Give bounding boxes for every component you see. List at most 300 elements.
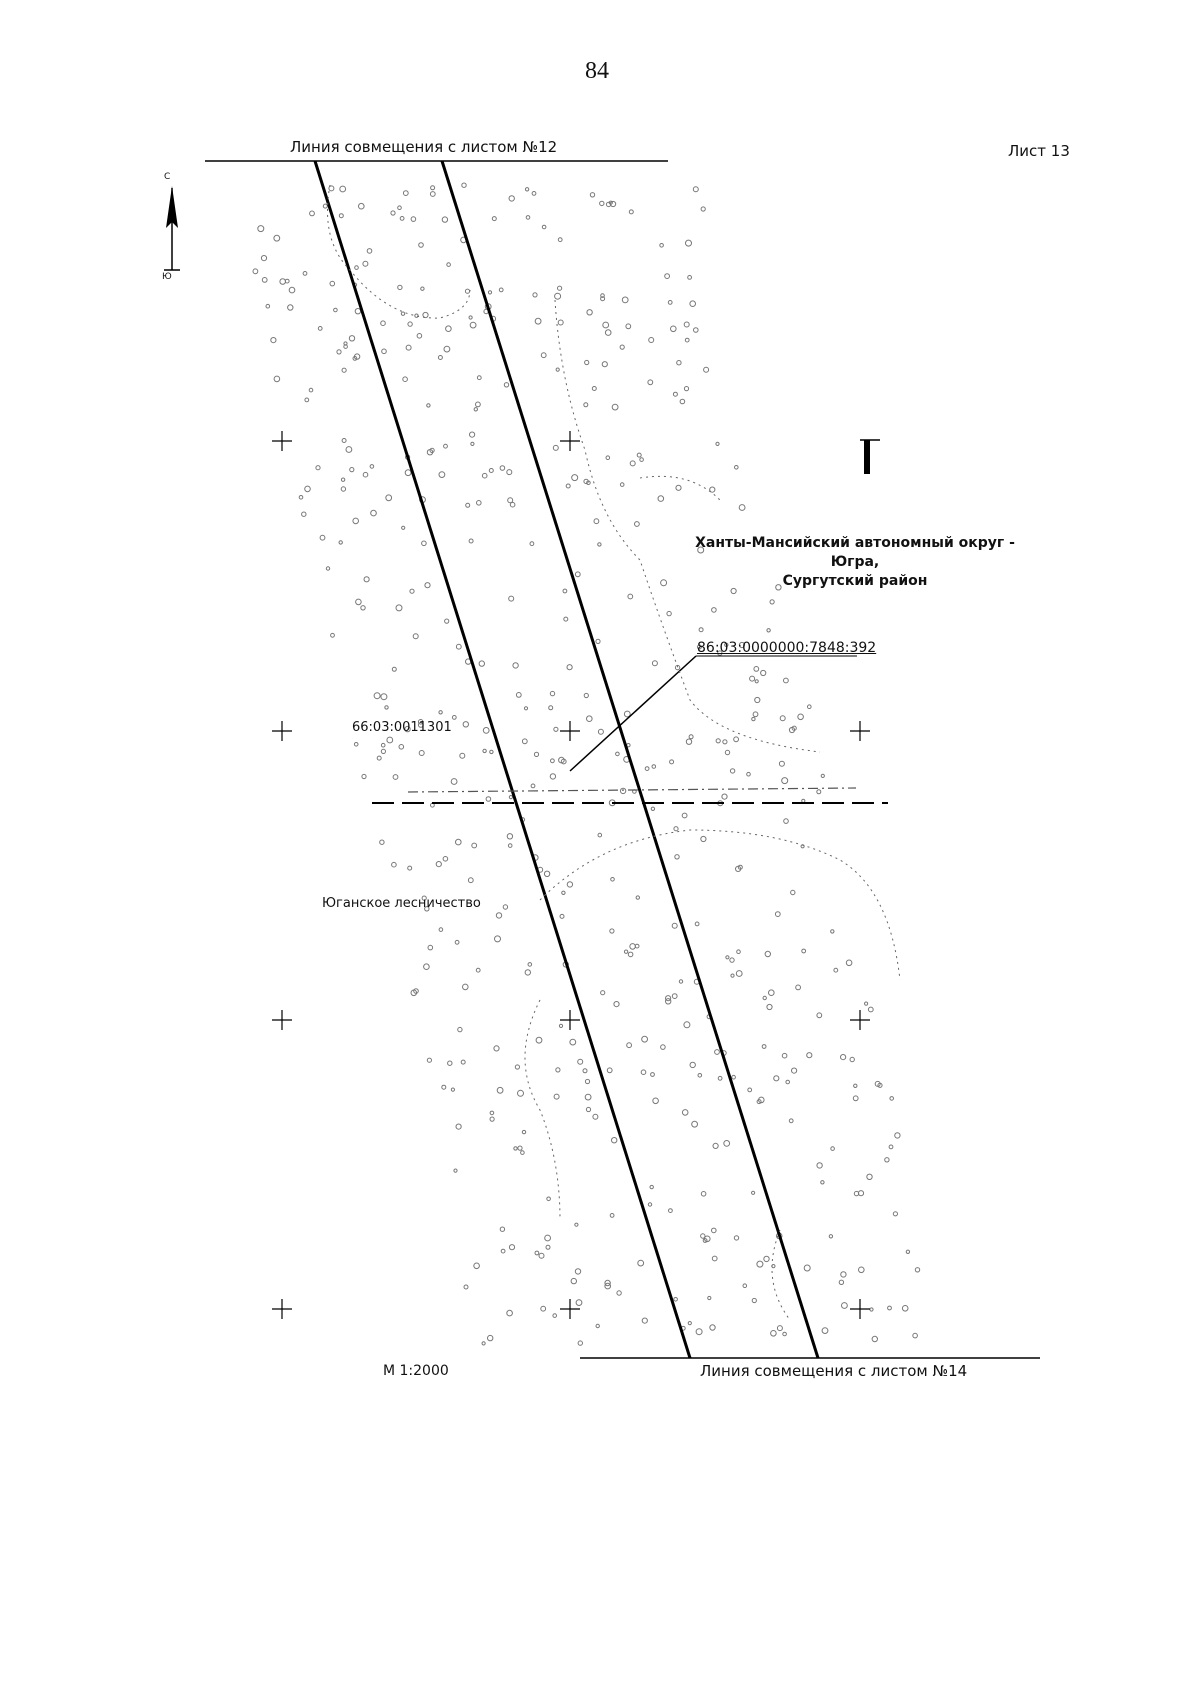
tree-symbol <box>403 191 408 196</box>
tree-symbol <box>411 217 416 222</box>
tree-symbol <box>508 844 512 848</box>
tree-symbol <box>320 535 325 540</box>
tree-symbol <box>438 356 442 360</box>
tree-symbol <box>456 644 461 649</box>
tree-symbol <box>712 1228 717 1233</box>
tree-symbol <box>699 628 703 632</box>
tree-symbol <box>353 518 359 524</box>
tree-symbol <box>628 594 633 599</box>
tree-symbol <box>822 1328 828 1334</box>
tree-symbol <box>470 432 475 437</box>
tree-symbol <box>525 188 528 191</box>
tree-symbol <box>638 1260 644 1266</box>
tree-symbol <box>318 327 322 331</box>
tree-symbol <box>723 740 727 744</box>
tree-symbol <box>545 1235 551 1241</box>
tree-symbol <box>380 840 384 844</box>
tree-symbol <box>572 475 578 481</box>
tree-symbol <box>456 1124 461 1129</box>
tree-symbol <box>642 1036 648 1042</box>
tree-symbol <box>499 288 503 292</box>
tree-symbol <box>425 583 430 588</box>
tree-symbol <box>472 843 477 848</box>
tree-symbol <box>446 326 452 332</box>
tree-symbol <box>575 1269 580 1274</box>
tree-symbol <box>541 1306 546 1311</box>
tree-symbol <box>587 310 592 315</box>
tree-symbol <box>386 495 392 501</box>
region-label <box>690 534 1020 591</box>
region-label-line1: Ханты-Мансийский автономный округ - Югра, <box>695 535 1015 570</box>
tree-symbol <box>302 512 306 516</box>
tree-symbol <box>522 739 527 744</box>
tree-symbol <box>555 293 561 299</box>
tree-symbol <box>339 541 342 544</box>
tree-symbol <box>490 750 493 753</box>
tree-symbol <box>547 1197 551 1201</box>
tree-symbol <box>392 862 397 867</box>
tree-symbol <box>507 834 512 839</box>
tree-symbol <box>549 706 553 710</box>
tree-symbol <box>672 923 677 928</box>
tree-symbol <box>636 896 639 899</box>
tree-symbol <box>584 403 588 407</box>
tree-symbol <box>305 486 311 492</box>
tree-symbol <box>553 445 558 450</box>
forestry-label: Юганское лесничество <box>322 896 481 911</box>
tree-symbol <box>477 376 481 380</box>
tree-symbol <box>442 1085 446 1089</box>
tree-symbol <box>671 326 677 332</box>
tree-symbol <box>536 1037 542 1043</box>
tree-symbol <box>796 985 801 990</box>
tree-symbol <box>736 971 742 977</box>
tree-symbol <box>626 324 631 329</box>
tree-symbol <box>684 387 688 391</box>
tree-symbol <box>689 735 693 739</box>
tree-symbol <box>821 1181 824 1184</box>
cadastral-leader-line <box>570 656 696 771</box>
tree-symbol <box>305 398 309 402</box>
tree-symbol <box>266 304 270 308</box>
tree-symbol <box>761 670 766 675</box>
tree-symbol <box>334 308 338 312</box>
tree-symbol <box>690 301 696 307</box>
tree-symbol <box>488 1335 493 1340</box>
tree-symbol <box>364 577 369 582</box>
tree-symbol <box>483 749 486 752</box>
tree-symbol <box>895 1133 900 1138</box>
tree-symbol <box>677 361 681 365</box>
tree-symbol <box>770 600 774 604</box>
tree-symbol <box>712 1256 717 1261</box>
tree-symbol <box>737 950 741 954</box>
tree-symbol <box>387 737 393 743</box>
tree-symbol <box>731 974 734 977</box>
tree-symbol <box>464 1285 468 1289</box>
tree-symbol <box>560 914 564 918</box>
tree-symbol <box>732 1075 736 1079</box>
tree-symbol <box>339 214 343 218</box>
tree-symbol <box>734 1236 738 1240</box>
tree-symbol <box>902 1306 908 1312</box>
tree-symbol <box>521 1151 525 1155</box>
tree-symbol <box>620 788 625 793</box>
tree-symbol <box>337 350 341 354</box>
tree-symbol <box>575 572 580 577</box>
tree-symbol <box>469 539 473 543</box>
tree-symbol <box>371 510 377 516</box>
tree-symbol <box>762 1045 766 1049</box>
tree-symbol <box>531 784 535 788</box>
tree-symbol <box>730 958 734 962</box>
tree-symbol <box>627 1043 632 1048</box>
tree-symbol <box>566 484 570 488</box>
tree-symbol <box>392 667 396 671</box>
tree-symbol <box>601 991 605 995</box>
tree-symbol <box>460 753 465 758</box>
tree-symbol <box>596 639 600 643</box>
tree-symbol <box>693 187 698 192</box>
tree-symbol <box>698 1074 702 1078</box>
tree-symbol <box>789 1119 793 1123</box>
tree-symbol <box>755 680 758 683</box>
tree-symbol <box>841 1055 846 1060</box>
tree-symbol <box>556 368 559 371</box>
tree-symbol <box>821 774 824 777</box>
tree-symbol <box>690 1062 695 1067</box>
tree-symbol <box>872 1336 877 1341</box>
tree-symbol <box>427 404 430 407</box>
tree-symbol <box>567 882 572 887</box>
tree-symbol <box>645 767 649 771</box>
tree-symbol <box>556 1068 560 1072</box>
tree-symbol <box>447 263 451 267</box>
tree-symbol <box>607 1068 612 1073</box>
tree-symbol <box>692 1121 698 1127</box>
tree-symbol <box>661 580 667 586</box>
tree-symbol <box>616 752 620 756</box>
tree-symbol <box>885 1158 889 1162</box>
tree-symbol <box>718 1076 722 1080</box>
tree-symbol <box>401 312 404 315</box>
tree-symbol <box>398 285 402 289</box>
tree-symbol <box>482 473 487 478</box>
tree-symbol <box>419 243 424 248</box>
tree-symbol <box>651 1073 655 1077</box>
tree-symbol <box>665 274 670 279</box>
tree-symbol <box>775 912 780 917</box>
tree-symbol <box>648 1203 651 1206</box>
tree-symbol <box>859 1267 865 1273</box>
tree-symbol <box>558 286 562 290</box>
tree-symbol <box>546 1245 550 1249</box>
cadastral-number-label: 86:03:0000000:7848:392 <box>697 640 877 656</box>
north-arrow-icon <box>164 186 180 270</box>
tree-symbol <box>571 1278 576 1283</box>
tree-symbol <box>518 1090 524 1096</box>
tree-symbol <box>629 210 633 214</box>
tree-symbol <box>603 322 609 328</box>
tree-symbol <box>784 678 789 683</box>
tree-symbol <box>495 936 501 942</box>
tree-symbol <box>804 1265 810 1271</box>
tree-symbol <box>496 913 501 918</box>
tree-symbol <box>261 256 266 261</box>
tree-symbol <box>271 338 276 343</box>
tree-symbol <box>455 940 459 944</box>
tree-symbol <box>500 466 505 471</box>
tree-symbol <box>829 1235 832 1238</box>
tree-symbol <box>701 836 706 841</box>
tree-symbol <box>393 775 398 780</box>
tree-symbol <box>651 807 654 810</box>
tree-symbol <box>361 606 365 610</box>
tree-symbol <box>563 589 567 593</box>
tree-symbol <box>685 338 689 342</box>
tree-symbol <box>752 1191 755 1194</box>
tree-symbol <box>535 318 541 324</box>
tree-symbol <box>501 1249 505 1253</box>
tree-symbol <box>686 240 692 246</box>
tree-symbol <box>684 322 689 327</box>
tree-symbol <box>413 634 418 639</box>
tree-symbol <box>399 745 404 750</box>
tree-symbol <box>567 665 572 670</box>
tree-symbol <box>363 261 368 266</box>
tree-symbol <box>696 1329 702 1335</box>
tree-symbol <box>890 1097 894 1101</box>
tree-symbol <box>349 336 354 341</box>
tree-symbol <box>641 1070 646 1075</box>
tree-symbol <box>817 1163 822 1168</box>
tree-symbol <box>454 1169 457 1172</box>
tree-symbol <box>648 380 653 385</box>
tree-symbol <box>559 1024 562 1027</box>
sheet-label: Лист 13 <box>1008 142 1070 160</box>
tree-symbol <box>913 1333 918 1338</box>
tree-symbol <box>553 1314 557 1318</box>
tree-symbol <box>576 1300 582 1306</box>
tree-symbol <box>682 813 687 818</box>
tree-symbol <box>490 1117 494 1121</box>
tree-symbol <box>391 211 395 215</box>
tree-symbol <box>724 1141 730 1147</box>
corridor-right-boundary <box>442 161 818 1358</box>
tree-symbol <box>526 216 530 220</box>
tree-symbol <box>525 970 530 975</box>
tree-symbol <box>310 211 315 216</box>
tree-symbol <box>622 297 628 303</box>
tree-symbol <box>767 1004 772 1009</box>
tree-symbol <box>342 439 346 443</box>
tree-symbol <box>867 1174 872 1179</box>
tree-symbol <box>430 192 435 197</box>
tree-symbol <box>342 368 346 372</box>
tree-symbol <box>710 1325 715 1330</box>
tree-symbol <box>539 1253 544 1258</box>
tree-symbol <box>465 289 469 293</box>
tree-symbol <box>767 629 770 632</box>
tree-symbol <box>701 207 705 211</box>
tree-symbol <box>704 367 709 372</box>
tree-symbol <box>652 661 657 666</box>
tree-symbol <box>752 1298 756 1302</box>
tree-symbol <box>532 192 536 196</box>
tree-symbol <box>508 498 513 503</box>
tree-symbol <box>817 1013 822 1018</box>
tree-symbol <box>617 1291 621 1295</box>
tree-symbol <box>330 281 335 286</box>
tree-symbol <box>748 1088 752 1092</box>
tree-symbol <box>779 761 784 766</box>
tree-symbol <box>784 819 789 824</box>
tree-symbol <box>889 1145 893 1149</box>
north-arrow-north-letter: С <box>164 172 171 182</box>
tree-symbol <box>470 322 476 328</box>
tree-symbol <box>554 727 558 731</box>
tree-symbol <box>854 1084 857 1087</box>
tree-symbol <box>494 1046 499 1051</box>
tree-symbol <box>753 712 758 717</box>
tree-symbol <box>362 774 366 778</box>
tree-symbol <box>605 330 611 336</box>
tree-symbol <box>431 186 435 190</box>
tree-symbol <box>726 956 729 959</box>
tree-symbol <box>841 1272 846 1277</box>
tree-symbol <box>658 496 664 502</box>
tree-symbol <box>771 1331 777 1337</box>
tree-symbol <box>533 293 537 297</box>
tree-symbol <box>316 466 320 470</box>
tree-symbol <box>782 1053 787 1058</box>
tree-symbol <box>652 765 656 769</box>
tree-symbol <box>515 1065 519 1069</box>
tree-symbol <box>507 470 512 475</box>
tree-symbol <box>381 694 387 700</box>
tree-symbol <box>274 235 280 241</box>
tree-symbol <box>752 717 755 720</box>
tree-symbol <box>439 711 442 714</box>
tree-symbol <box>422 541 427 546</box>
tree-symbol <box>262 278 267 283</box>
tree-symbol <box>363 472 368 477</box>
tree-symbol <box>448 1061 452 1065</box>
tree-symbol <box>743 1284 747 1288</box>
tree-symbol <box>750 676 755 681</box>
tree-symbol <box>611 878 615 882</box>
tree-symbol <box>584 693 588 697</box>
tree-symbol <box>509 196 514 201</box>
tree-symbol <box>635 522 640 527</box>
tree-symbol <box>755 697 760 702</box>
tree-symbol <box>468 878 473 883</box>
tree-symbol <box>769 990 775 996</box>
tree-symbol <box>558 238 562 242</box>
tree-symbol <box>381 743 385 747</box>
tree-symbol <box>355 309 360 314</box>
tree-symbol <box>688 276 692 280</box>
tree-symbol <box>598 543 601 546</box>
tree-symbol <box>346 447 352 453</box>
tree-symbol <box>544 871 549 876</box>
tree-symbol <box>602 362 607 367</box>
corridor-left-boundary <box>315 161 690 1358</box>
tree-symbol <box>405 470 411 476</box>
tree-symbol <box>739 505 745 511</box>
tree-symbol <box>489 469 493 473</box>
tree-symbol <box>673 392 677 396</box>
tree-symbol <box>288 305 293 310</box>
tree-symbol <box>359 203 365 209</box>
tree-symbol <box>500 1227 504 1231</box>
tree-symbol <box>408 322 412 326</box>
tree-symbol <box>341 478 344 481</box>
tree-symbol <box>915 1268 919 1272</box>
tree-symbol <box>488 291 491 294</box>
tree-symbol <box>716 739 720 743</box>
tree-symbol <box>461 1060 465 1064</box>
tree-symbol <box>587 716 593 722</box>
tree-symbol <box>846 960 852 966</box>
tree-symbol <box>722 794 727 799</box>
tree-symbol <box>442 217 447 222</box>
tree-symbol <box>477 501 482 506</box>
tree-symbol <box>474 408 477 411</box>
tree-symbol <box>831 930 834 933</box>
tree-symbol <box>570 1039 576 1045</box>
tree-symbol <box>712 608 717 613</box>
tree-symbol <box>684 1022 690 1028</box>
tree-symbol <box>463 722 468 727</box>
tree-symbol <box>858 1191 863 1196</box>
tree-symbol <box>686 739 691 744</box>
tree-symbol <box>575 1223 578 1226</box>
tree-symbol <box>713 1143 718 1148</box>
tree-symbol <box>550 691 554 695</box>
tree-symbol <box>258 226 264 232</box>
tree-symbol <box>870 1308 873 1311</box>
tree-symbol <box>516 693 521 698</box>
forest-contours <box>328 185 901 1320</box>
page-number: 84 <box>585 58 609 84</box>
tree-symbol <box>535 1251 539 1255</box>
cadastral-block-label: 66:03:0011301 <box>352 720 452 735</box>
tree-symbol <box>564 617 568 621</box>
tree-symbol <box>868 1007 873 1012</box>
tree-symbol <box>585 360 589 364</box>
forest-boundary-dashdot <box>408 788 856 792</box>
tree-symbol <box>668 301 672 305</box>
tree-symbol <box>586 1107 590 1111</box>
tree-symbol <box>436 862 441 867</box>
tree-symbol <box>497 1087 503 1093</box>
tree-symbol <box>490 1111 494 1115</box>
tree-symbol <box>479 661 484 666</box>
tree-symbol <box>893 1212 897 1216</box>
tree-symbol <box>716 442 719 445</box>
match-line-top-label: Линия совмещения с листом №12 <box>290 138 558 156</box>
tree-symbol <box>408 866 412 870</box>
tree-symbol <box>802 949 806 953</box>
tree-symbol <box>792 1068 797 1073</box>
tree-symbol <box>253 269 258 274</box>
tree-symbol <box>417 334 422 339</box>
tree-symbol <box>299 496 303 500</box>
tree-symbol <box>406 345 411 350</box>
tree-symbol <box>562 891 565 894</box>
tree-symbol <box>680 399 685 404</box>
